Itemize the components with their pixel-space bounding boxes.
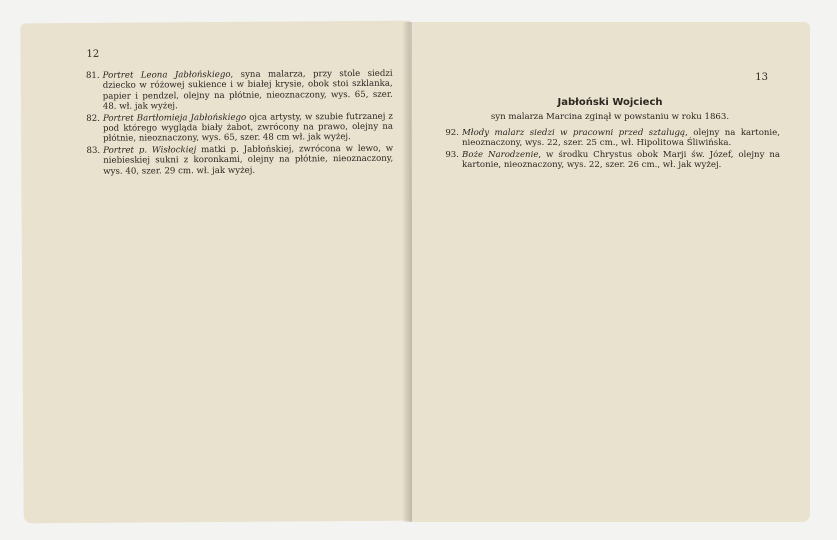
entry-text: , syna malarza, przy stole siedzi dziecko w różowej sukience i w białej krysie, obok stoi szklanka, papier i pendzel, olejny na płótnie, nieoznaczony, wys. 65, szer. 48. wł. jak wyżej. bbox=[102, 68, 393, 113]
entry-title: Portret Leona Jabłońskiego bbox=[102, 69, 231, 81]
left-page bbox=[20, 21, 413, 524]
entry-text: matki p. Jabłońskiej, zwrócona w lewo, w niebieskiej sukni z koronkami, olejny na płótnie, nieoznaczony, wys. 40, szer. 29 cm. wł. jak wyżej. bbox=[103, 143, 394, 177]
entry-number: 83. bbox=[86, 145, 101, 156]
entry-number: 82. bbox=[86, 113, 100, 124]
entry-text: ojca artysty, w szubie futrzanej z pod którego wygląda biały żabot, zwrócony na prawo, olejny na płótnie, nieoznaczony, wys. 65, szer. 48 cm wł. jak wyżej. bbox=[102, 111, 394, 145]
catalogue-entry bbox=[81, 111, 393, 144]
page-number: 13 bbox=[755, 72, 768, 83]
right-column bbox=[440, 88, 780, 171]
entry-title: Młody malarz siedzi w pracowni przed sztalugą bbox=[462, 127, 686, 138]
catalogue-entry bbox=[81, 144, 393, 177]
entry-text: , w środku Chrystus obok Marji św. Józef, olejny na kartonie, nieoznaczony, wys. 22, szer. 26 cm., wł. jak wyżej. bbox=[462, 149, 780, 171]
catalogue-entry bbox=[440, 128, 780, 149]
page-number: 12 bbox=[86, 48, 100, 60]
catalogue-entry bbox=[81, 69, 393, 113]
entry-title: Portret p. Wisłockiej bbox=[103, 144, 197, 156]
artist-heading: Jabłoński Wojciech bbox=[557, 97, 663, 108]
catalogue-entry bbox=[440, 150, 780, 171]
entry-number: 81. bbox=[85, 70, 100, 81]
right-page bbox=[412, 22, 810, 522]
entry-number: 93. bbox=[445, 149, 459, 160]
artist-biography: syn malarza Marcina zginął w powstaniu w roku 1863. bbox=[490, 112, 730, 123]
entry-title: Boże Narodzenie bbox=[462, 149, 539, 160]
left-column bbox=[81, 69, 394, 178]
entry-number: 92. bbox=[445, 127, 459, 138]
entry-title: Portret Bartłomieja Jabłońskiego bbox=[102, 112, 247, 124]
entry-text: , olejny na kartonie, nieoznaczony, wys. 22, szer. 25 cm., wł. Hipolitowa Śliwińska. bbox=[462, 127, 780, 149]
